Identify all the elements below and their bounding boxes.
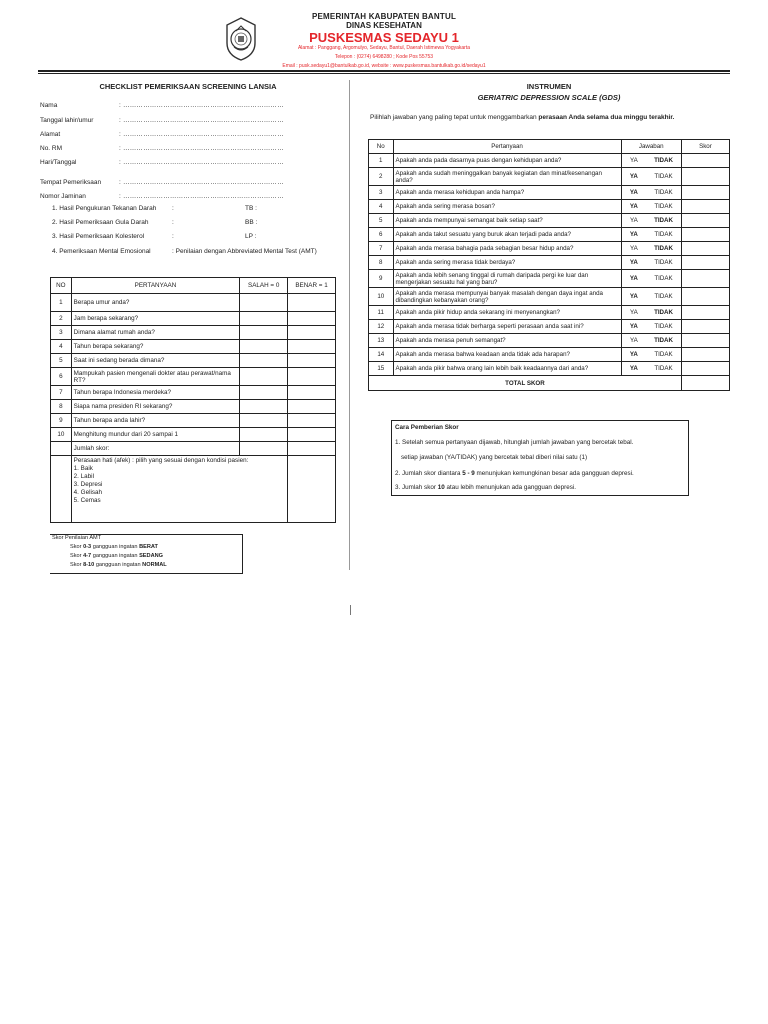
afek-option-depresi[interactable]: 3. Depresi [73, 481, 103, 488]
gds-no: 5 [369, 214, 394, 228]
gds-table [368, 139, 730, 391]
gds-answer-ya[interactable]: YA [621, 200, 646, 214]
gds-answer-ya[interactable]: YA [621, 320, 646, 334]
table-row [369, 320, 730, 334]
amt-question: Tahun berapa Indonesia merdeka? [71, 386, 240, 400]
table-row [51, 414, 336, 428]
table-row [369, 362, 730, 376]
gds-total-cell[interactable] [681, 376, 729, 391]
gds-no: 10 [369, 288, 394, 306]
gds-skor-cell[interactable] [681, 334, 729, 348]
amt-no: 10 [51, 428, 72, 442]
gds-answer-tidak[interactable]: TIDAK [646, 270, 681, 288]
result-label-tekanan-darah: 1. Hasil Pengukuran Tekanan Darah [52, 205, 157, 212]
afek-title: Perasaan hati (afek) : pilih yang sesuai dengan kondisi pasien: [73, 457, 249, 464]
amt-benar-cell[interactable] [288, 400, 336, 414]
amt-salah-cell[interactable] [240, 368, 288, 386]
amt-benar-cell[interactable] [288, 326, 336, 340]
table-row [51, 386, 336, 400]
result-colon: : [172, 219, 174, 226]
amt-score-berat: Skor 0-3 gangguan ingatan BERAT [70, 544, 158, 550]
gds-question: Apakah anda merasa mempunyai banyak masalah dengan daya ingat anda dibandingkan kebanyakan orang? [393, 288, 621, 306]
amt-salah-cell[interactable] [240, 386, 288, 400]
amt-no: 4 [51, 340, 72, 354]
gds-skor-cell[interactable] [681, 288, 729, 306]
table-row [369, 242, 730, 256]
table-row [51, 442, 336, 456]
gds-no: 13 [369, 334, 394, 348]
amt-benar-cell[interactable] [288, 386, 336, 400]
gds-question: Apakah anda merasa bahagia pada sebagian besar hidup anda? [393, 242, 621, 256]
gds-skor-cell[interactable] [681, 186, 729, 200]
column-divider-tick [350, 605, 351, 615]
result-lp[interactable]: LP : [245, 233, 257, 240]
amt-score-legend [50, 534, 243, 574]
amt-question: Berapa umur anda? [71, 294, 240, 312]
scoring-instructions-box [391, 420, 689, 496]
gds-answer-ya[interactable]: YA [621, 334, 646, 348]
gds-total-label: TOTAL SKOR [369, 376, 682, 391]
field-label-hari-tanggal: Hari/Tanggal [40, 159, 77, 166]
gds-skor-cell[interactable] [681, 256, 729, 270]
table-row [51, 400, 336, 414]
gds-skor-cell[interactable] [681, 320, 729, 334]
gds-question: Apakah anda sering merasa bosan? [393, 200, 621, 214]
amt-question: Tahun berapa anda lahir? [71, 414, 240, 428]
amt-benar-cell[interactable] [288, 368, 336, 386]
amt-salah-cell[interactable] [240, 294, 288, 312]
field-label-alamat: Alamat [40, 131, 61, 138]
table-row [369, 288, 730, 306]
gds-answer-ya[interactable]: YA [621, 228, 646, 242]
afek-option-baik[interactable]: 1. Baik [73, 465, 93, 472]
amt-jumlah-skor-label: Jumlah skor: [71, 442, 240, 456]
gds-header-skor: Skor [681, 140, 729, 154]
gds-question: Apakah anda pikir hidup anda sekarang ini menyenangkan? [393, 306, 621, 320]
gds-answer-ya[interactable]: YA [621, 256, 646, 270]
header-rule-thick [38, 70, 730, 72]
table-row [369, 214, 730, 228]
field-blank-tempat-pemeriksaan[interactable]: : ……………………………………………………………… [119, 179, 284, 186]
header-puskesmas-name: PUSKESMAS SEDAYU 1 [309, 30, 459, 45]
amt-score-normal: Skor 8-10 gangguan ingatan NORMAL [70, 562, 167, 568]
field-blank-alamat[interactable]: : ……………………………………………………………… [119, 131, 284, 138]
table-row [51, 428, 336, 442]
amt-benar-cell[interactable] [288, 294, 336, 312]
checklist-title: CHECKLIST PEMERIKSAAN SCREENING LANSIA [99, 82, 277, 91]
amt-question: Siapa nama presiden RI sekarang? [71, 400, 240, 414]
amt-no: 5 [51, 354, 72, 368]
field-blank-no-rm[interactable]: : ……………………………………………………………… [119, 145, 284, 152]
table-row [369, 256, 730, 270]
gds-no: 2 [369, 168, 394, 186]
field-label-nomor-jaminan: Nomor Jaminan [40, 193, 86, 200]
field-label-nama: Nama [40, 102, 58, 109]
afek-option-gelisah[interactable]: 4. Gelisah [73, 489, 103, 496]
amt-jumlah-skor-cell[interactable] [240, 442, 288, 456]
amt-question: Jam berapa sekarang? [71, 312, 240, 326]
amt-question: Dimana alamat rumah anda? [71, 326, 240, 340]
gds-answer-tidak[interactable]: TIDAK [646, 200, 681, 214]
gds-answer-ya[interactable]: YA [621, 168, 646, 186]
table-row [369, 270, 730, 288]
gds-question: Apakah anda sering merasa tidak berdaya? [393, 256, 621, 270]
table-row [51, 312, 336, 326]
field-blank-tanggal-lahir[interactable]: : ……………………………………………………………… [119, 117, 284, 124]
amt-score-legend-title: Skor Penilaian AMT [52, 535, 102, 541]
gds-question: Apakah anda pikir bahwa orang lain lebih baik keadaannya dari anda? [393, 362, 621, 376]
amt-benar-cell[interactable] [288, 312, 336, 326]
amt-no: 1 [51, 294, 72, 312]
table-row [369, 200, 730, 214]
gds-answer-tidak[interactable]: TIDAK [646, 228, 681, 242]
header-address: Alamat : Panggang, Argomulyo, Sedayu, Bantul, Daerah Istimewa Yogyakarta [297, 45, 471, 51]
amt-no: 3 [51, 326, 72, 340]
amt-salah-cell[interactable] [240, 414, 288, 428]
amt-header-salah: SALAH = 0 [240, 278, 288, 294]
amt-table [50, 277, 336, 523]
amt-benar-cell[interactable] [288, 354, 336, 368]
gds-header-jawaban: Jawaban [621, 140, 681, 154]
gds-skor-cell[interactable] [681, 200, 729, 214]
amt-question: Mampukah pasien mengenali dokter atau perawat/nama RT? [71, 368, 240, 386]
table-row [51, 354, 336, 368]
cara-step-3: 3. Jumlah skor 10 atau lebih menunjukan ada gangguan depresi. [395, 484, 577, 491]
gds-no: 7 [369, 242, 394, 256]
cara-title: Cara Pemberian Skor [395, 424, 459, 431]
column-divider [349, 80, 350, 570]
amt-salah-cell[interactable] [240, 400, 288, 414]
amt-salah-cell[interactable] [240, 428, 288, 442]
result-amt-note: : Penilaian dengan Abbreviated Mental Test (AMT) [172, 248, 317, 255]
gds-skor-cell[interactable] [681, 348, 729, 362]
amt-no: 6 [51, 368, 72, 386]
gds-no: 4 [369, 200, 394, 214]
gds-question: Apakah anda merasa kehidupan anda hampa? [393, 186, 621, 200]
gds-answer-tidak[interactable]: TIDAK [646, 320, 681, 334]
amt-salah-cell[interactable] [240, 312, 288, 326]
gds-skor-cell[interactable] [681, 362, 729, 376]
gds-answer-tidak[interactable]: TIDAK [646, 348, 681, 362]
gds-answer-ya[interactable]: YA [621, 306, 646, 320]
gds-answer-tidak[interactable]: TIDAK [646, 362, 681, 376]
field-blank-nomor-jaminan[interactable]: : ……………………………………………………………… [119, 193, 284, 200]
gds-answer-tidak[interactable]: TIDAK [646, 154, 681, 168]
header-phone: Telepon : (0274) 6498280 ; Kode Pos 55753 [334, 54, 434, 60]
result-colon: : [172, 205, 174, 212]
gds-no: 15 [369, 362, 394, 376]
gds-no: 12 [369, 320, 394, 334]
field-label-tempat-pemeriksaan: Tempat Pemeriksaan [40, 179, 102, 186]
table-row [369, 154, 730, 168]
field-label-tanggal-lahir: Tanggal lahir/umur [40, 117, 94, 124]
gds-skor-cell[interactable] [681, 306, 729, 320]
gds-question: Apakah anda mempunyai semangat baik setiap saat? [393, 214, 621, 228]
table-row [369, 348, 730, 362]
table-row [369, 186, 730, 200]
amt-question: Tahun berapa sekarang? [71, 340, 240, 354]
gds-question: Apakah anda sudah meninggalkan banyak kegiatan dan minat/kesenangan anda? [393, 168, 621, 186]
cara-step-1: 1. Setelah semua pertanyaan dijawab, hitunglah jumlah jawaban yang bercetak tebal. [395, 439, 634, 446]
gds-answer-tidak[interactable]: TIDAK [646, 334, 681, 348]
gds-answer-ya[interactable]: YA [621, 154, 646, 168]
amt-question: Saat ini sedang berada dimana? [71, 354, 240, 368]
gds-skor-cell[interactable] [681, 168, 729, 186]
gds-answer-ya[interactable]: YA [621, 270, 646, 288]
amt-benar-cell[interactable] [288, 340, 336, 354]
table-row [369, 228, 730, 242]
amt-no: 2 [51, 312, 72, 326]
result-tb[interactable]: TB : [245, 205, 257, 212]
gds-answer-ya[interactable]: YA [621, 214, 646, 228]
cara-step-2: 2. Jumlah skor diantara 5 - 9 menunjukan kemungkinan besar ada gangguan depresi. [395, 470, 634, 477]
table-row [51, 294, 336, 312]
afek-option-labil[interactable]: 2. Labil [73, 473, 94, 480]
header-department: DINAS KESEHATAN [346, 21, 422, 30]
gds-instruction: Pilihlah jawaban yang paling tepat untuk menggambarkan perasaan Anda selama dua minggu terakhir. [370, 114, 675, 121]
amt-header-no: NO [51, 278, 72, 294]
gds-question: Apakah anda merasa penuh semangat? [393, 334, 621, 348]
gds-skor-cell[interactable] [681, 270, 729, 288]
table-row [51, 368, 336, 386]
gds-question: Apakah anda takut sesuatu yang buruk akan terjadi pada anda? [393, 228, 621, 242]
gds-skor-cell[interactable] [681, 242, 729, 256]
bantul-regency-emblem-icon [224, 17, 258, 61]
amt-header-benar: BENAR = 1 [288, 278, 336, 294]
table-row [51, 326, 336, 340]
gds-no: 14 [369, 348, 394, 362]
gds-answer-ya[interactable]: YA [621, 362, 646, 376]
afek-cell [71, 456, 287, 523]
gds-no: 8 [369, 256, 394, 270]
gds-header-question: Pertanyaan [393, 140, 621, 154]
field-blank-hari-tanggal[interactable]: : ……………………………………………………………… [119, 159, 284, 166]
amt-benar-cell[interactable] [288, 428, 336, 442]
amt-score-sedang: Skor 4-7 gangguan ingatan SEDANG [70, 553, 163, 559]
gds-answer-tidak[interactable]: TIDAK [646, 242, 681, 256]
gds-title: GERIATRIC DEPRESSION SCALE (GDS) [477, 93, 621, 102]
result-label-gula-darah: 2. Hasil Pemeriksaan Gula Darah [52, 219, 149, 226]
gds-answer-tidak[interactable]: TIDAK [646, 186, 681, 200]
gds-header-no: No [369, 140, 394, 154]
table-row [51, 340, 336, 354]
header-government: PEMERINTAH KABUPATEN BANTUL [311, 12, 457, 21]
amt-benar-cell[interactable] [288, 414, 336, 428]
amt-question: Menghitung mundur dari 20 sampai 1 [71, 428, 240, 442]
result-bb[interactable]: BB : [245, 219, 258, 226]
gds-answer-ya[interactable]: YA [621, 242, 646, 256]
table-row [369, 306, 730, 320]
gds-no: 3 [369, 186, 394, 200]
gds-no: 6 [369, 228, 394, 242]
gds-answer-tidak[interactable]: TIDAK [646, 256, 681, 270]
gds-no: 11 [369, 306, 394, 320]
cara-step-1-note: setiap jawaban (YA/TIDAK) yang bercetak tebal diberi nilai satu (1) [401, 454, 588, 461]
gds-answer-tidak[interactable]: TIDAK [646, 288, 681, 306]
header-email: Email : pusk.sedayu1@bantulkab.go.id, website : www.puskesmas.bantulkab.go.id/sedayu1 [282, 63, 486, 69]
gds-skor-cell[interactable] [681, 214, 729, 228]
gds-answer-tidak[interactable]: TIDAK [646, 214, 681, 228]
result-label-mental-emosional: 4. Pemeriksaan Mental Emosional [52, 248, 151, 255]
header-rule-thin [38, 73, 730, 74]
field-blank-nama[interactable]: : ……………………………………………………………… [119, 102, 284, 109]
amt-salah-cell[interactable] [240, 354, 288, 368]
gds-question: Apakah anda merasa bahwa keadaan anda tidak ada harapan? [393, 348, 621, 362]
afek-option-cemas[interactable]: 5. Cemas [73, 497, 101, 504]
amt-header-question: PERTANYAAN [71, 278, 240, 294]
result-colon: : [172, 233, 174, 240]
gds-no: 1 [369, 154, 394, 168]
gds-skor-cell[interactable] [681, 228, 729, 242]
table-row [369, 168, 730, 186]
amt-no: 8 [51, 400, 72, 414]
gds-answer-tidak[interactable]: TIDAK [646, 306, 681, 320]
gds-answer-ya[interactable]: YA [621, 186, 646, 200]
gds-skor-cell[interactable] [681, 154, 729, 168]
gds-question: Apakah anda pada dasarnya puas dengan kehidupan anda? [393, 154, 621, 168]
instrument-title: INSTRUMEN [526, 82, 572, 91]
amt-salah-cell[interactable] [240, 326, 288, 340]
amt-no: 9 [51, 414, 72, 428]
amt-salah-cell[interactable] [240, 340, 288, 354]
amt-no: 7 [51, 386, 72, 400]
gds-answer-ya[interactable]: YA [621, 288, 646, 306]
gds-answer-ya[interactable]: YA [621, 348, 646, 362]
gds-answer-tidak[interactable]: TIDAK [646, 168, 681, 186]
gds-question: Apakah anda merasa tidak berharga seperti perasaan anda saat ini? [393, 320, 621, 334]
table-row [369, 334, 730, 348]
gds-no: 9 [369, 270, 394, 288]
gds-question: Apakah anda lebih senang tinggal di rumah daripada pergi ke luar dan mengerjakan sesuatu hal yang baru? [393, 270, 621, 288]
table-row [51, 456, 336, 523]
result-label-kolesterol: 3. Hasil Pemeriksaan Kolesterol [52, 233, 145, 240]
field-label-no-rm: No. RM [40, 145, 63, 152]
